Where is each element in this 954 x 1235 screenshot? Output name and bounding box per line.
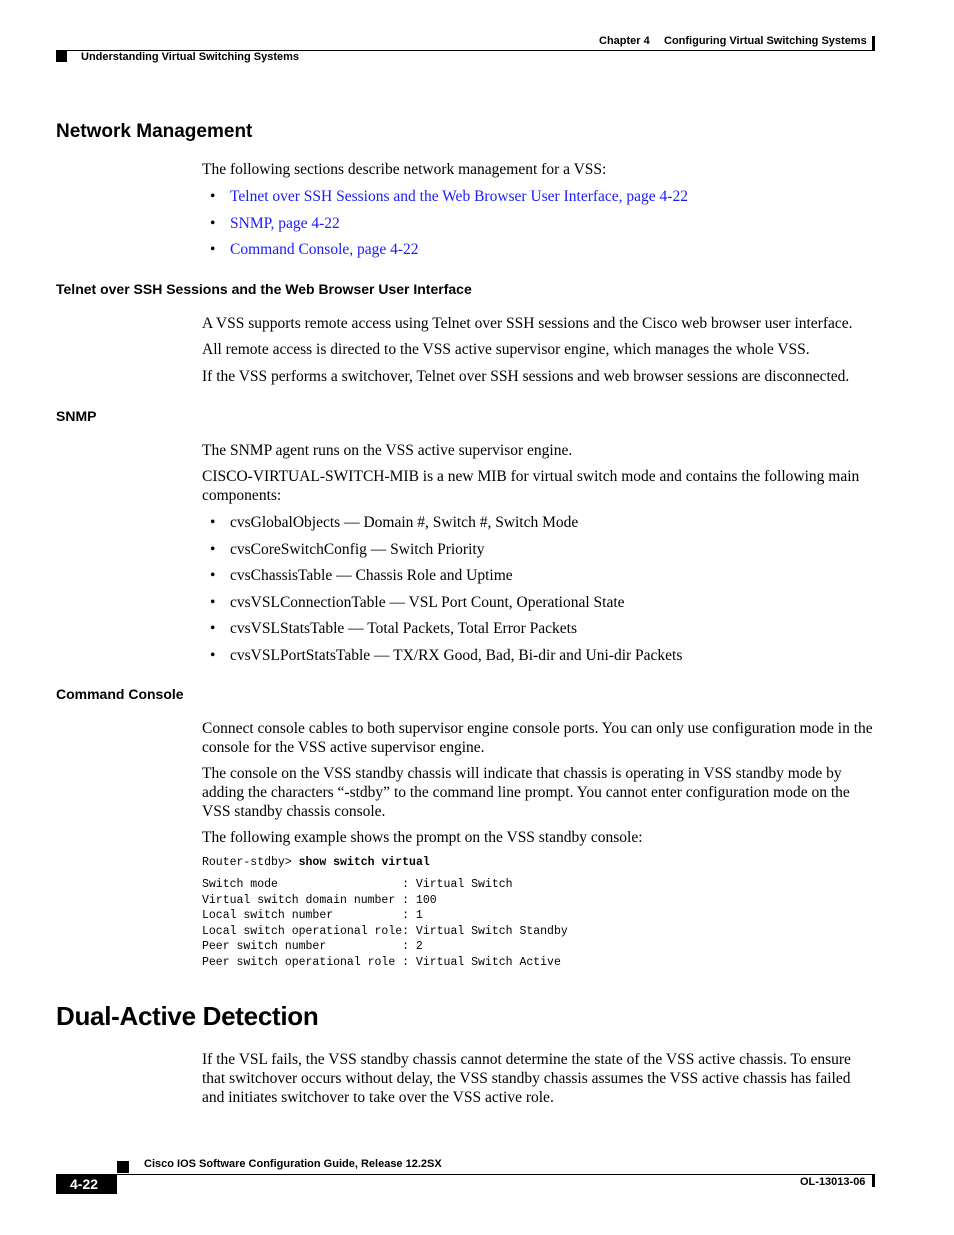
snmp-paragraph: The SNMP agent runs on the VSS active supervisor engine.	[202, 442, 573, 459]
list-item	[202, 619, 874, 646]
mib-component: cvsVSLStatsTable — Total Packets, Total Error Packets	[230, 620, 578, 637]
bullet-icon: •	[210, 620, 216, 637]
bullet-icon: •	[210, 646, 216, 664]
link-telnet-section[interactable]: Telnet over SSH Sessions and the Web Browser User Interface, page 4-22	[230, 188, 688, 205]
header-chapter: Chapter 4	[599, 35, 650, 47]
header-right-bar	[872, 36, 875, 51]
bullet-icon: •	[210, 214, 216, 232]
list-item	[202, 240, 874, 267]
bullet-icon: •	[210, 567, 216, 584]
network-management-heading: Network Management	[56, 121, 253, 142]
footer-guide-title: Cisco IOS Software Configuration Guide, Release 12.2SX	[144, 1158, 442, 1170]
console-prompt-line	[202, 855, 430, 871]
bullet-icon: •	[210, 241, 216, 258]
mib-component: cvsChassisTable — Chassis Role and Uptime	[230, 567, 513, 584]
list-item	[202, 540, 874, 567]
footer-square-marker	[117, 1161, 129, 1173]
footer-right-bar	[872, 1175, 875, 1187]
console-paragraph: Connect console cables to both supervisor engine console ports. You can only use configuration mode in the console for the VSS active supervisor engine.	[202, 720, 873, 756]
console-paragraph: The following example shows the prompt on the VSS standby console:	[202, 829, 643, 846]
console-prompt: Router-stdby>	[202, 856, 299, 869]
telnet-paragraph: A VSS supports remote access using Telnet over SSH sessions and the Cisco web browser user interface.	[202, 315, 853, 332]
network-management-intro: The following sections describe network management for a VSS:	[202, 161, 607, 178]
snmp-paragraph: CISCO-VIRTUAL-SWITCH-MIB is a new MIB for virtual switch mode and contains the following main components:	[202, 468, 860, 504]
list-item	[202, 646, 874, 673]
telnet-paragraph: If the VSS performs a switchover, Telnet over SSH sessions and web browser sessions are disconnected.	[202, 368, 850, 385]
console-command: show switch virtual	[298, 856, 430, 869]
command-console-heading: Command Console	[56, 686, 184, 702]
mib-component: cvsVSLPortStatsTable — TX/RX Good, Bad, Bi-dir and Uni-dir Packets	[230, 646, 683, 664]
list-item	[202, 187, 874, 214]
console-output: Switch mode : Virtual Switch Virtual switch domain number : 100 Local switch number : 1 Local switch operational role: Virtual Switch Standby Peer switch number : 2 Peer switch operational role : Virtual Switch Active	[202, 878, 568, 969]
bullet-icon: •	[210, 540, 216, 558]
list-item	[202, 566, 874, 593]
bullet-icon: •	[210, 514, 216, 531]
mib-component: cvsGlobalObjects — Domain #, Switch #, Switch Mode	[230, 514, 579, 531]
header-chapter-title: Configuring Virtual Switching Systems	[664, 35, 867, 47]
footer-doc-number: OL-13013-06	[800, 1176, 866, 1188]
header-square-marker	[56, 51, 67, 62]
bullet-icon: •	[210, 188, 216, 205]
footer-rule	[56, 1174, 875, 1175]
mib-component: cvsCoreSwitchConfig — Switch Priority	[230, 540, 485, 558]
snmp-heading: SNMP	[56, 408, 97, 424]
bullet-icon: •	[210, 593, 216, 611]
console-paragraph: The console on the VSS standby chassis will indicate that chassis is operating in VSS standby mode by adding the characters “-stdby” to the command line prompt. You cannot enter configuration mode on the VSS standby chassis console.	[202, 765, 850, 820]
link-snmp-section[interactable]: SNMP, page 4-22	[230, 214, 340, 232]
telnet-ssh-heading: Telnet over SSH Sessions and the Web Browser User Interface	[56, 281, 472, 297]
telnet-paragraph: All remote access is directed to the VSS active supervisor engine, which manages the whole VSS.	[202, 341, 810, 358]
snmp-component-list	[202, 513, 874, 672]
header-section-title: Understanding Virtual Switching Systems	[81, 51, 300, 63]
footer-page-number: 4-22	[70, 1176, 99, 1192]
dual-active-paragraph: If the VSL fails, the VSS standby chassis cannot determine the state of the VSS active chassis. To ensure that switchover occurs without delay, the VSS standby chassis assumes the VSS active chassis has failed and initiates switchover to take over the VSS active role.	[202, 1051, 851, 1106]
list-item	[202, 513, 874, 540]
link-command-console-section[interactable]: Command Console, page 4-22	[230, 241, 419, 258]
list-item	[202, 593, 874, 620]
list-item	[202, 214, 874, 241]
network-management-link-list	[202, 187, 874, 267]
dual-active-detection-heading: Dual-Active Detection	[56, 1001, 319, 1031]
mib-component: cvsVSLConnectionTable — VSL Port Count, Operational State	[230, 593, 625, 611]
